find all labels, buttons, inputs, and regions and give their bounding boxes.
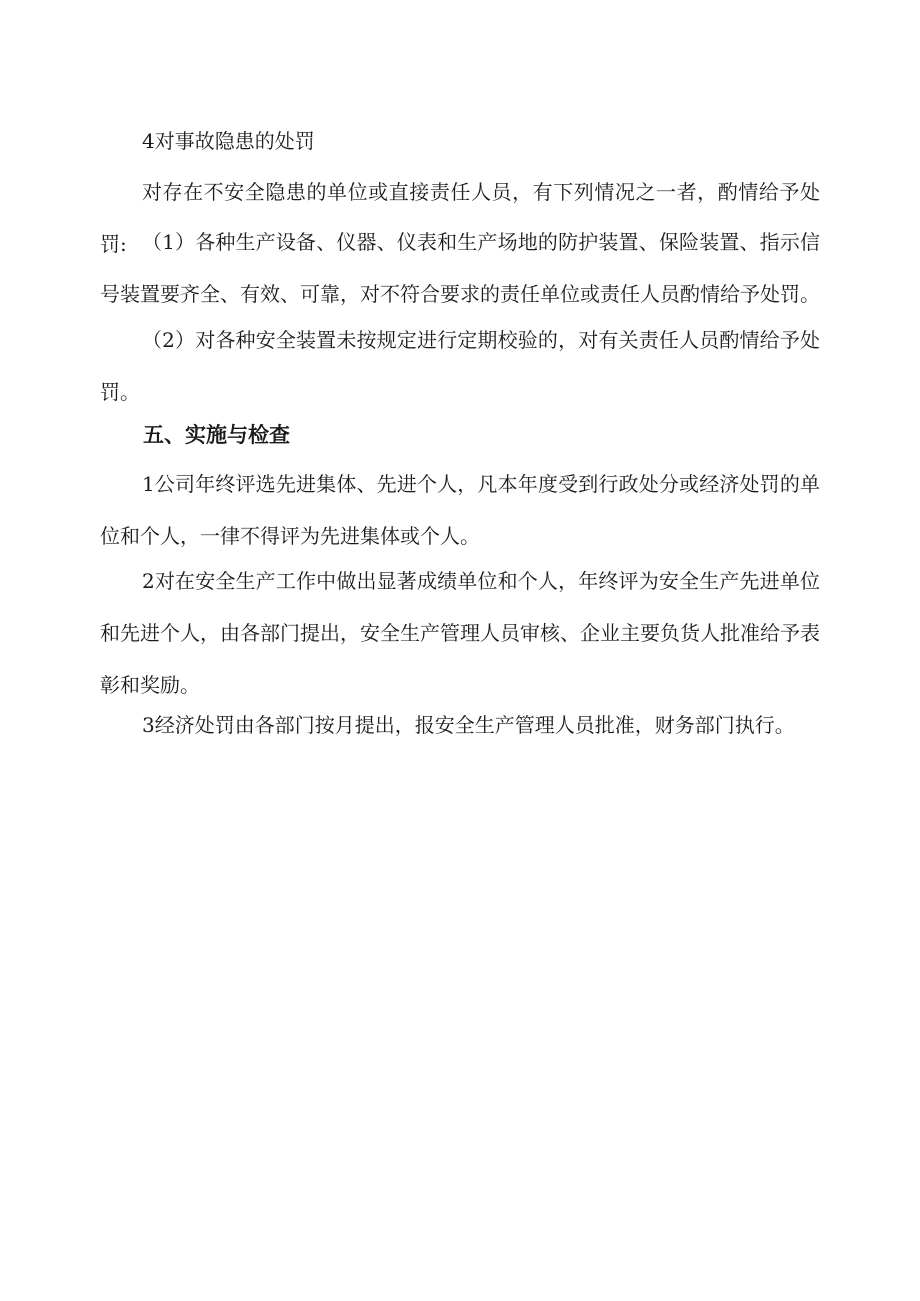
chapter-heading-implementation: 五、实施与检查 bbox=[143, 423, 290, 447]
paragraph-rule-3: 3经济处罚由各部门按月提出，报安全生产管理人员批准，财务部门执行。 bbox=[142, 713, 795, 737]
paragraph-item-2: （2）对各种安全装置未按规定进行定期校验的，对有关责任人员酌情给予处罚。 bbox=[100, 328, 820, 404]
paragraph-rule-1: 1公司年终评选先进集体、先进个人，凡本年度受到行政处分或经济处罚的单位和个人，一律不得评为先进集体或个人。 bbox=[100, 472, 820, 548]
paragraph-item-1: （1）各种生产设备、仪器、仪表和生产场地的防护装置、保险装置、指示信号装置要齐全、有效、可靠，对不符合要求的责任单位或责任人员酌情给予处罚。 bbox=[100, 230, 820, 306]
paragraph-rule-2: 2对在安全生产工作中做出显著成绩单位和个人，年终评为安全生产先进单位和先进个人，由各部门提出，安全生产管理人员审核、企业主要负货人批准给予表彰和奖励。 bbox=[100, 569, 820, 697]
paragraph-intro: 对存在不安全隐患的单位或直接责任人员，有下列情况之一者，酌情给予处罚: bbox=[100, 180, 820, 256]
section-title-accident-hazards: 4对事故隐患的处罚 bbox=[142, 129, 315, 153]
